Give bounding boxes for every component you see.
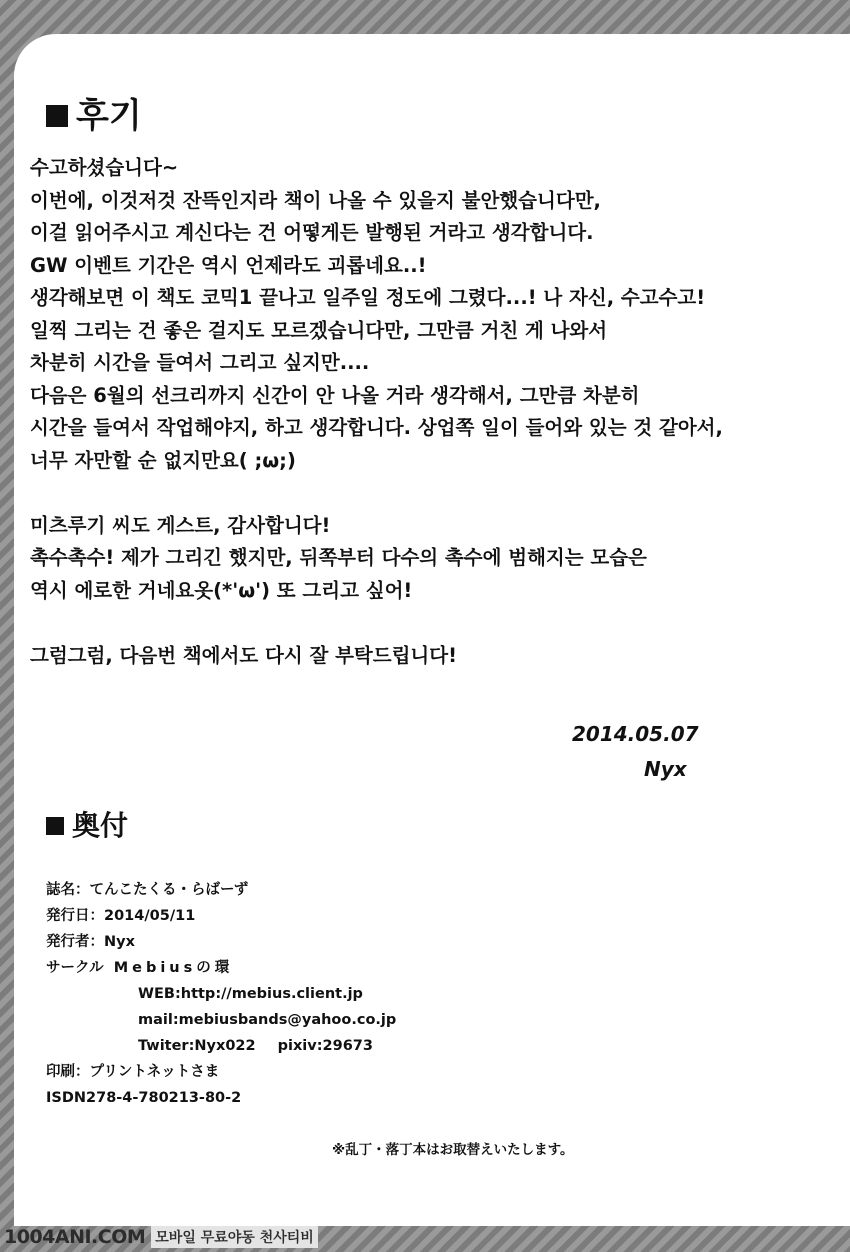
colophon-label: 発行者： <box>46 934 104 950</box>
colophon-pixiv: pixiv:29673 <box>277 1038 373 1054</box>
afterword-line: 생각해보면 이 책도 코믹1 끝나고 일주일 정도에 그렸다...! 나 자신, 수고수고! <box>30 286 706 309</box>
colophon-mail: mail:mebiusbands@yahoo.co.jp <box>138 1012 397 1028</box>
replacement-notice: ※乱丁・落丁本はお取替えいたします。 <box>332 1142 574 1158</box>
paragraph-gap <box>30 477 830 510</box>
afterword-line: 수고하셨습니다~ <box>30 156 179 179</box>
afterword-line: 이걸 읽어주시고 계신다는 건 어떻게든 발행된 거라고 생각합니다. <box>30 221 594 244</box>
colophon-value: Nyx <box>104 934 135 950</box>
colophon-isbn: ISDN278-4-780213-80-2 <box>46 1090 242 1106</box>
colophon-row-publisher <box>46 929 746 955</box>
colophon-row-title <box>46 877 746 903</box>
afterword-line: 촉수촉수! 제가 그리긴 했지만, 뒤쪽부터 다수의 촉수에 범해지는 모습은 <box>30 546 647 569</box>
colophon-title: 奥付 <box>72 809 129 842</box>
afterword-body <box>30 152 830 672</box>
colophon-twitter: Twiter:Nyx022 <box>138 1038 256 1054</box>
afterword-heading <box>46 96 142 136</box>
colophon-value: プリントネットさま <box>89 1064 220 1080</box>
afterword-date: 2014.05.07 <box>572 722 699 746</box>
square-bullet-icon <box>46 817 64 835</box>
colophon-row-printer <box>46 1059 746 1085</box>
colophon-details <box>46 877 746 1111</box>
colophon-row-circle <box>46 955 746 981</box>
colophon-value: Mebiusの環 <box>113 960 234 976</box>
afterword-line: 미츠루기 씨도 게스트, 감사합니다! <box>30 513 331 537</box>
paragraph-gap <box>30 607 830 640</box>
colophon-heading <box>46 806 128 846</box>
afterword-line: 시간을 들여서 작업해야지, 하고 생각합니다. 상업쪽 일이 들어와 있는 것 같아서, <box>30 416 723 439</box>
afterword-title: 후기 <box>76 96 142 136</box>
colophon-label: 印刷： <box>46 1064 90 1080</box>
afterword-line: 이번에, 이것저것 잔뜩인지라 책이 나올 수 있을지 불안했습니다만, <box>30 188 601 212</box>
afterword-line: 일찍 그리는 건 좋은 걸지도 모르겠습니다만, 그만큼 거친 게 나와서 <box>30 318 608 342</box>
square-bullet-icon <box>46 105 68 127</box>
watermark-brand: 1004ANI.COM <box>4 1226 146 1248</box>
colophon-web: WEB:http://mebius.client.jp <box>138 986 363 1002</box>
watermark-tagline: 모바일 무료야동 천사티비 <box>151 1226 318 1248</box>
afterword-line: 다음은 6월의 선크리까지 신간이 안 나올 거라 생각해서, 그만큼 차분히 <box>30 383 640 407</box>
colophon-value: てんこたくる・らばーず <box>89 882 249 898</box>
colophon-label: 発行日： <box>46 908 104 924</box>
afterword-line: 차분히 시간을 들여서 그리고 싶지만.... <box>30 351 370 374</box>
afterword-line: 역시 에로한 거네요옷(*'ω') 또 그리고 싶어! <box>30 578 413 602</box>
watermark-footer <box>0 1222 850 1252</box>
afterword-line: GW 이벤트 기간은 역시 언제라도 괴롭네요..! <box>30 253 427 277</box>
colophon-row-issued <box>46 903 746 929</box>
afterword-line: 너무 자만할 순 없지만요( ;ω;) <box>30 448 296 472</box>
afterword-line: 그럼그럼, 다음번 책에서도 다시 잘 부탁드립니다! <box>30 643 457 667</box>
colophon-social <box>46 1033 746 1059</box>
colophon-label: サークル <box>46 960 104 976</box>
colophon-value: 2014/05/11 <box>104 908 196 924</box>
colophon-label: 誌名： <box>46 882 90 898</box>
afterword-author: Nyx <box>644 757 687 781</box>
